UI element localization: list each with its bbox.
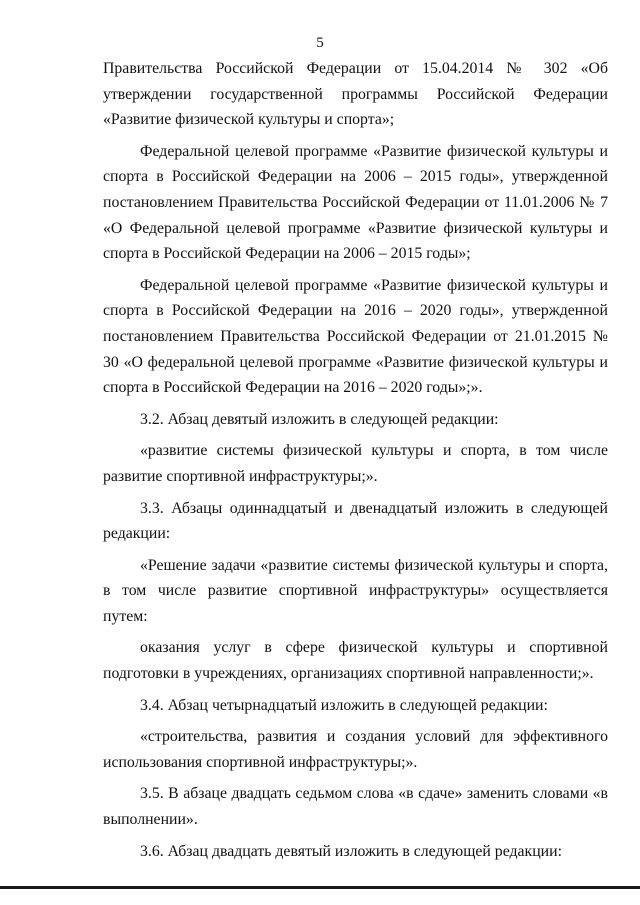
paragraph-item-3-4: 3.4. Абзац четырнадцатый изложить в следующей редакции:: [140, 696, 548, 714]
paragraph-continuation: Правительства Российской Федерации от 15.04.2014 № 302 «Об утверждении государственной программы Российской Федерации «Развитие физической культуры и спорта»;: [103, 60, 608, 129]
page-number: 5: [316, 35, 324, 51]
document-body: [103, 56, 608, 864]
paragraph-federal-program-2016-2020: Федеральной целевой программе «Развитие физической культуры и спорта в Российской Федерации на 2016 – 2020 годы», утвержденной постановлением Правительства Российской Федерации от 21.01.2015 № 30 «О федеральной целевой программе «Развитие физической культуры и спорта в Российской Федерации на 2016 – 2020 годы»;».: [103, 276, 608, 397]
paragraph-item-3-2: 3.2. Абзац девятый изложить в следующей редакции:: [140, 410, 499, 428]
paragraph-item-3-2-text: «развитие системы физической культуры и спорта, в том числе развитие спортивной инфраструктуры;».: [103, 442, 608, 485]
paragraph-item-3-5: 3.5. В абзаце двадцать седьмом слова «в сдаче» заменить словами «в выполнении».: [103, 785, 608, 829]
paragraph-item-3-6: 3.6. Абзац двадцать девятый изложить в следующей редакции:: [140, 842, 562, 860]
paragraph-item-3-3: 3.3. Абзацы одиннадцатый и двенадцатый изложить в следующей редакции:: [103, 499, 608, 543]
page-bottom-border: [0, 886, 640, 889]
paragraph-item-3-3-text-2: оказания услуг в сфере физической культуры и спортивной подготовки в учреждениях, организациях спортивной направленности;».: [103, 639, 608, 683]
paragraph-item-3-4-text: «строительства, развития и создания условий для эффективного использования спортивной инфраструктуры;».: [103, 728, 608, 771]
paragraph-federal-program-2006-2015: Федеральной целевой программе «Развитие физической культуры и спорта в Российской Федерации на 2006 – 2015 годы», утвержденной постановлением Правительства Российской Федерации от 11.01.2006 № 7 «О Федеральной целевой программе «Развитие физической культуры и спорта в Российской Федерации на 2006 – 2015 годы»;: [103, 142, 608, 263]
paragraph-item-3-3-text-1: «Решение задачи «развитие системы физической культуры и спорта, в том числе развитие спортивной инфраструктуры» осуществляется путем:: [103, 556, 608, 625]
